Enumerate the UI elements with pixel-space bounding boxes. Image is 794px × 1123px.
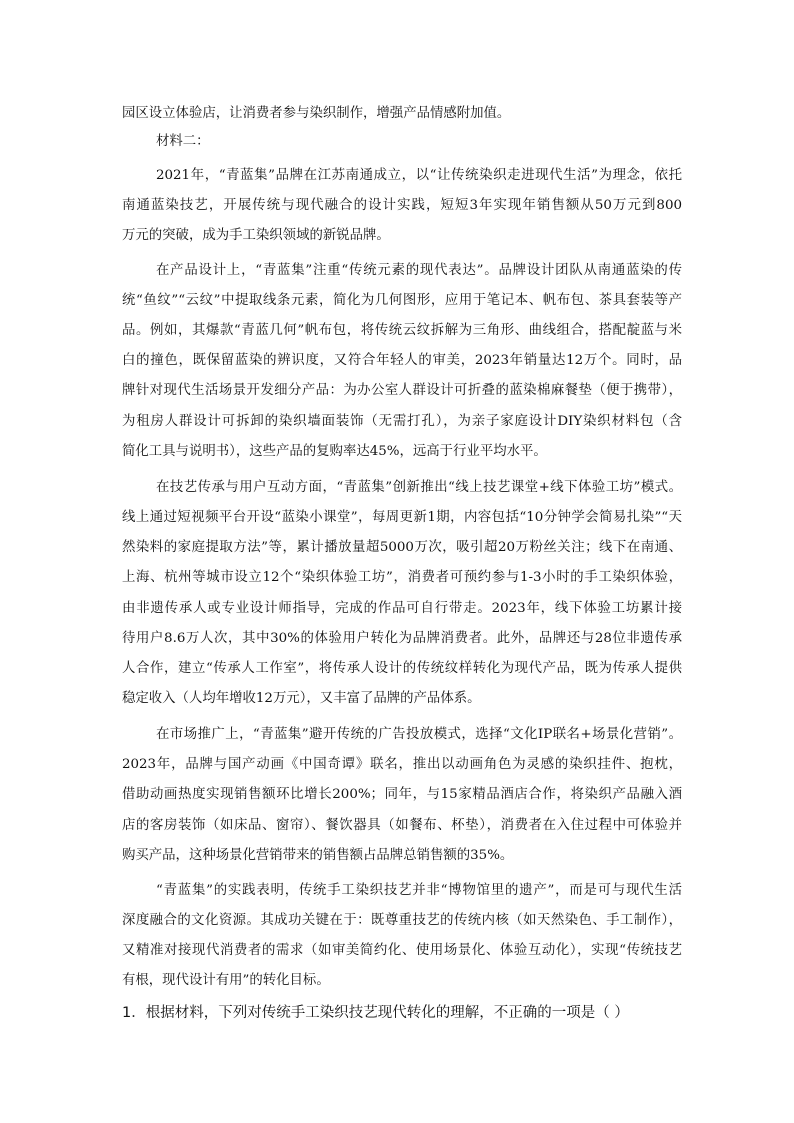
- paragraph-line: 2021年，“青蓝集”品牌在江苏南通成立，以“让传统染织走进现代生活”为理念，依托: [156, 168, 682, 183]
- paragraph-line: 白的撞色，既保留蓝染的辨识度，又符合年轻人的审美，2023年销量达12万个。同时，品: [122, 353, 682, 368]
- paragraph-line: 上海、杭州等城市设立12个“染织体验工坊”，消费者可预约参与1-3小时的手工染织体验，: [122, 570, 682, 585]
- question-stem: 1．根据材料，下列对传统手工染织技艺现代转化的理解，不正确的一项是（ ）: [122, 1005, 629, 1021]
- paragraph-line: 南通蓝染技艺，开展传统与现代融合的设计实践，短短3年实现年销售额从50万元到800: [122, 198, 682, 213]
- paragraph-line: “青蓝集”的实践表明，传统手工染织技艺并非“博物馆里的遗产”，而是可与现代生活: [156, 883, 682, 898]
- paragraph-line: 在技艺传承与用户互动方面，“青蓝集”创新推出“线上技艺课堂+线下体验工坊”模式。: [156, 480, 682, 495]
- paragraph-line: 在产品设计上，“青蓝集”注重“传统元素的现代表达”。品牌设计团队从南通蓝染的传: [156, 263, 682, 278]
- paragraph-line: 又精准对接现代消费者的需求（如审美简约化、使用场景化、体验互动化），实现“传统技艺: [122, 943, 682, 958]
- paragraph-line: 牌针对现代生活场景开发细分产品：为办公室人群设计可折叠的蓝染棉麻餐垫（便于携带），: [122, 383, 682, 398]
- paragraph-line: 有根，现代设计有用”的转化目标。: [122, 973, 330, 988]
- paragraph-line: 待用户8.6万人次，其中30%的体验用户转化为品牌消费者。此外，品牌还与28位非遗传承: [122, 631, 682, 646]
- paragraph-line: 借助动画热度实现销售额环比增长200%；同年，与15家精品酒店合作，将染织产品融入酒: [122, 787, 682, 802]
- paragraph-line: 深度融合的文化资源。其成功关键在于：既尊重技艺的传统内核（如天然染色、手工制作），: [122, 913, 682, 928]
- paragraph-line: 2023年，品牌与国产动画《中国奇谭》联名，推出以动画角色为灵感的染织挂件、抱枕，: [122, 757, 682, 772]
- paragraph-line: 在市场推广上，“青蓝集”避开传统的广告投放模式，选择“文化IP联名+场景化营销”。: [156, 727, 682, 742]
- paragraph-line: 稳定收入（人均年增收12万元），又丰富了品牌的产品体系。: [122, 691, 481, 706]
- section-heading: 材料二：: [156, 134, 210, 149]
- paragraph-line: 万元的突破，成为手工染织领域的新锐品牌。: [122, 228, 390, 243]
- paragraph-line: 人合作，建立“传承人工作室”，将传承人设计的传统纹样转化为现代产品，既为传承人提供: [122, 661, 682, 676]
- paragraph-line: 由非遗传承人或专业设计师指导，完成的作品可自行带走。2023年，线下体验工坊累计接: [122, 601, 682, 616]
- paragraph-line: 线上通过短视频平台开设“蓝染小课堂”，每周更新1期，内容包括“10分钟学会简易扎染”“天: [122, 510, 682, 525]
- paragraph-line: 为租房人群设计可拆卸的染织墙面装饰（无需打孔），为亲子家庭设计DIY染织材料包（含: [122, 414, 682, 429]
- paragraph-line: 购买产品，这种场景化营销带来的销售额占品牌总销售额的35%。: [122, 848, 514, 863]
- paragraph-line: 统“鱼纹”“云纹”中提取线条元素，简化为几何图形，应用于笔记本、帆布包、茶具套装等产: [122, 293, 682, 308]
- paragraph-line: 园区设立体验店，让消费者参与染织制作，增强产品情感附加值。: [122, 106, 511, 121]
- paragraph-line: 然染料的家庭提取方法”等，累计播放量超5000万次，吸引超20万粉丝关注；线下在南通、: [122, 540, 682, 555]
- paragraph-line: 品。例如，其爆款“青蓝几何”帆布包，将传统云纹拆解为三角形、曲线组合，搭配靛蓝与米: [122, 323, 682, 338]
- paragraph-line: 简化工具与说明书），这些产品的复购率达45%，远高于行业平均水平。: [122, 444, 547, 459]
- paragraph-line: 店的客房装饰（如床品、窗帘）、餐饮器具（如餐布、杯垫），消费者在入住过程中可体验并: [122, 818, 682, 833]
